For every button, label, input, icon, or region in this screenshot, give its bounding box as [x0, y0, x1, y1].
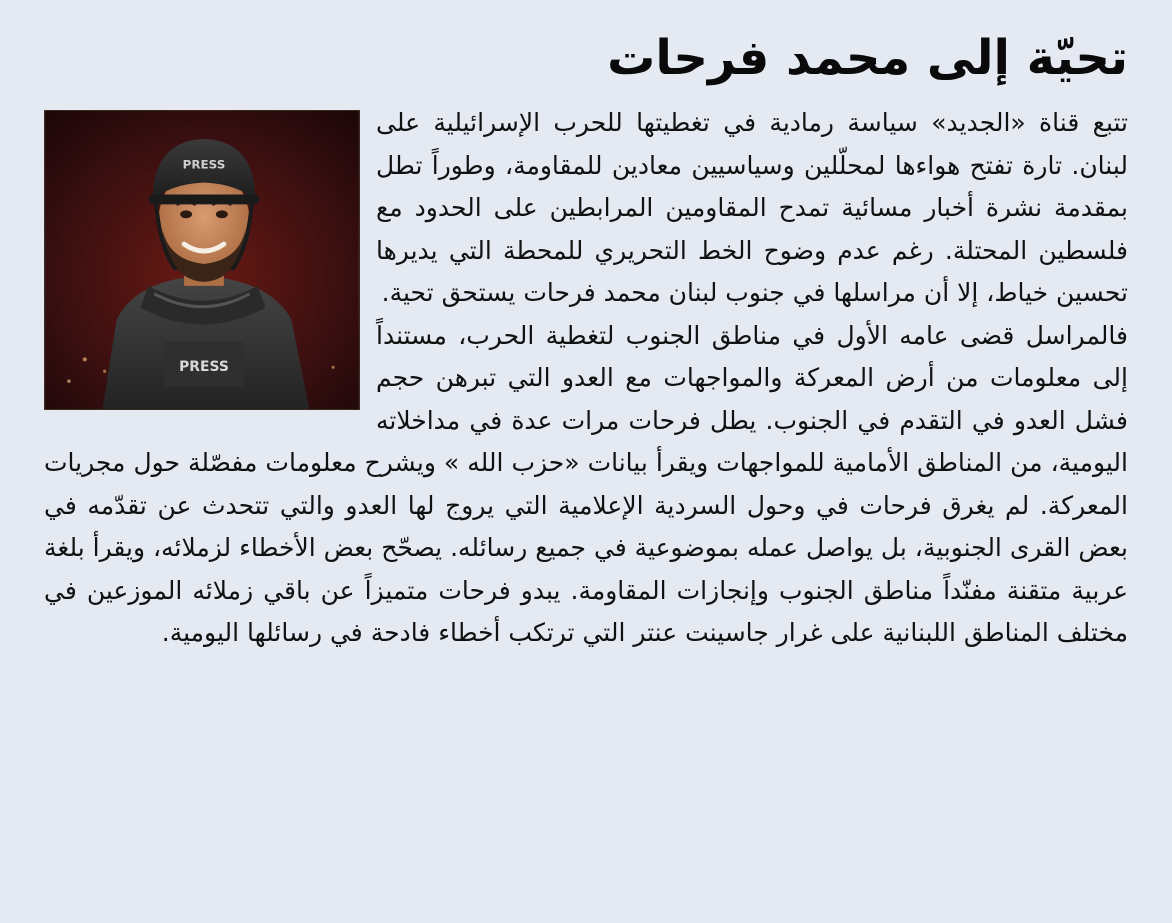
article-paragraph-1: تتبع قناة «الجديد» سياسة رمادية في تغطيتها للحرب الإسرائيلية على لبنان. تارة تفتح هواءها لمحلّلين وسياسيين معادين للمقاومة، وطوراً تطل بمقدمة نشرة أخبار مسائية تمدح المقاومين المرابطين على الحدود مع فلسطين المحتلة. رغم عدم وضوح الخط التحريري للمحطة التي يديرها تحسين خياط، إلا أن مراسلها في جنوب لبنان محمد فرحات يستحق تحية.: [376, 108, 1128, 307]
article-headline: تحيّة إلى محمد فرحات: [607, 30, 1128, 86]
article-body: [44, 102, 1128, 655]
article-paragraph-2: فالمراسل قضى عامه الأول في مناطق الجنوب لتغطية الحرب، مستنداً إلى معلومات من أرض المعركة والمواجهات مع العدو التي تبرهن حجم فشل العدو في التقدم في الجنوب. يطل فرحات مرات عدة في مداخلاته اليومية، من المناطق الأمامية للمواجهات ويقرأ بيانات «حزب الله » ويشرح معلومات مفصّلة حول مجريات المعركة. لم يغرق فرحات في وحول السردية الإعلامية التي يروج لها العدو والتي تتحدث عن تقدّمه في بعض القرى الجنوبية، بل يواصل عمله بموضوعية في جميع رسائله. يصحّح بعض الأخطاء لزملائه، ويقرأ بلغة عربية متقنة مفنّداً مناطق الجنوب وإنجازات المقاومة. يبدو فرحات متميزاً عن باقي زملائه الموزعين في مختلف المناطق اللبنانية على غرار جاسينت عنتر التي ترتكب أخطاء فادحة في رسائلها اليومية.: [44, 320, 1128, 647]
reporter-photo: [44, 110, 360, 410]
reporter-portrait-icon: [45, 111, 359, 409]
vest-press-label: PRESS: [179, 359, 229, 376]
helmet-press-label: PRESS: [182, 157, 226, 172]
